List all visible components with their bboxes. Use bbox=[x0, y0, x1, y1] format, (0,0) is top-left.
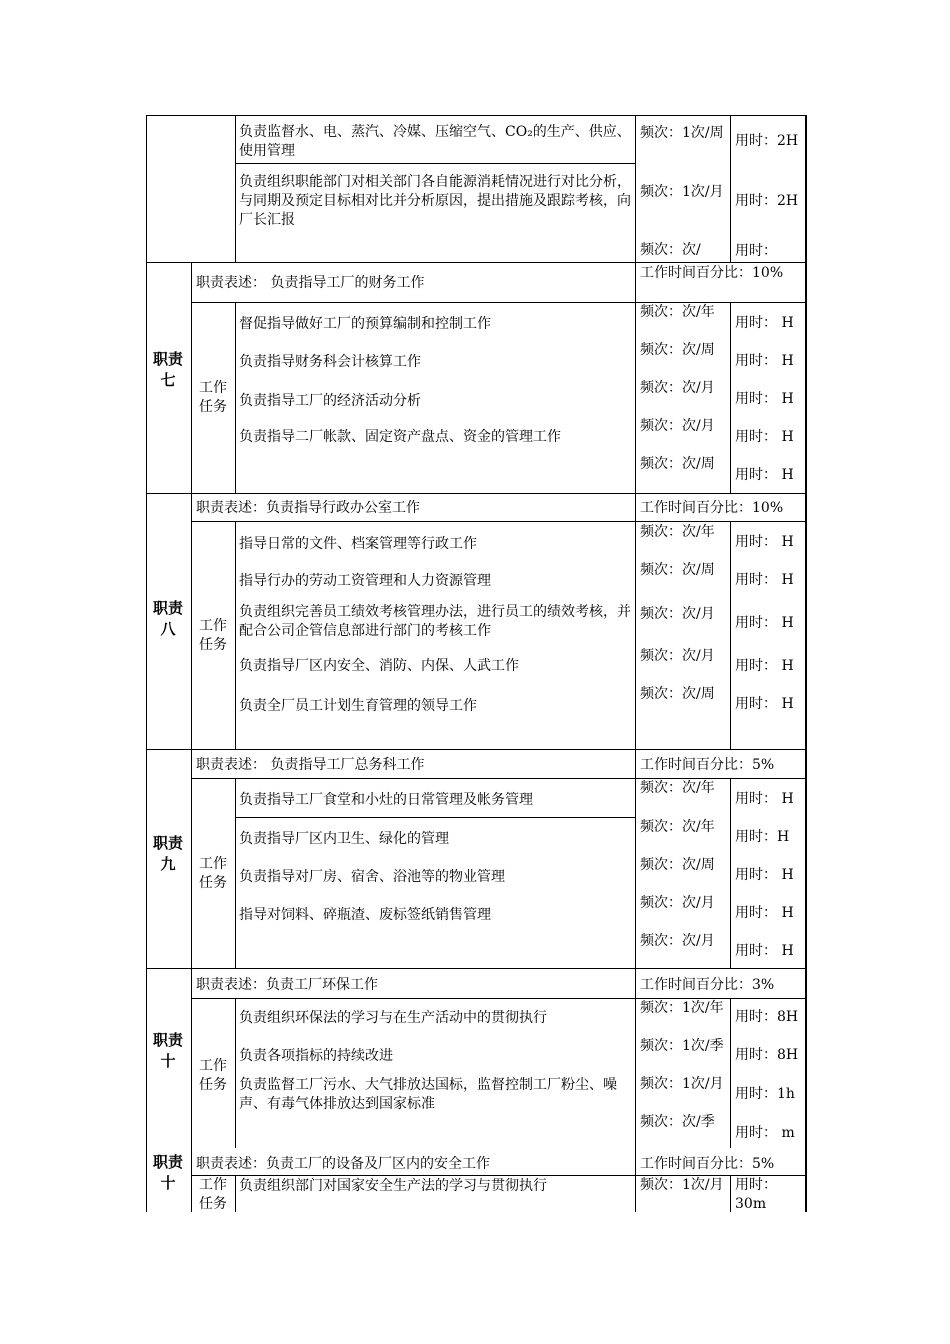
task-text: 负责组织完善员工绩效考核管理办法，进行员工的绩效考核，并配合公司企管信息部进行部门的考核工作 bbox=[239, 604, 631, 639]
duty-description: 职责表述：负责指导行政办公室工作 bbox=[196, 500, 420, 516]
task-duration: 用时：8H bbox=[735, 1047, 799, 1063]
task-duration: 用时： H bbox=[735, 791, 794, 807]
row-line bbox=[146, 493, 807, 494]
task-duration: 用时：2H bbox=[735, 133, 799, 149]
task-duration: 用时：30m bbox=[735, 1177, 777, 1212]
duty-label-line bbox=[191, 262, 192, 1212]
task-text: 负责指导工厂食堂和小灶的日常管理及帐务管理 bbox=[239, 792, 533, 808]
time-col-line bbox=[730, 998, 731, 1148]
task-text: 负责指导财务科会计核算工作 bbox=[239, 354, 421, 370]
task-text-left-line bbox=[235, 778, 236, 968]
task-duration: 用时： H bbox=[735, 867, 794, 883]
task-duration: 用时： H bbox=[735, 572, 794, 588]
work-time-percentage: 工作时间百分比：3% bbox=[640, 977, 775, 993]
task-text: 负责指导厂区内安全、消防、内保、人武工作 bbox=[239, 658, 519, 674]
task-frequency: 频次：次/月 bbox=[640, 380, 715, 396]
task-text: 负责监督水、电、蒸汽、冷媒、压缩空气、CO₂的生产、供应、使用管理 bbox=[239, 124, 631, 159]
task-text: 指导日常的文件、档案管理等行政工作 bbox=[239, 536, 477, 552]
task-frequency: 频次：次/月 bbox=[640, 418, 715, 434]
task-frequency: 频次：次/年 bbox=[640, 780, 715, 796]
table-right-border bbox=[805, 115, 807, 1212]
task-frequency: 频次：次/周 bbox=[640, 342, 715, 358]
task-text: 负责指导对厂房、宿舍、浴池等的物业管理 bbox=[239, 869, 505, 885]
work-tasks-label: 工作任务 bbox=[199, 380, 227, 415]
task-frequency: 频次：次/年 bbox=[640, 304, 715, 320]
task-frequency: 频次：1次/年 bbox=[640, 1000, 724, 1016]
task-text: 负责全厂员工计划生育管理的领导工作 bbox=[239, 698, 477, 714]
task-duration: 用时： H bbox=[735, 658, 794, 674]
task-text: 负责指导厂区内卫生、绿化的管理 bbox=[239, 831, 449, 847]
task-frequency: 频次：次/月 bbox=[640, 895, 715, 911]
work-tasks-label: 工作任务 bbox=[199, 1177, 227, 1212]
duty-nine-title: 职责九 bbox=[153, 834, 184, 873]
task-duration: 用时：8H bbox=[735, 1009, 799, 1025]
time-col-line bbox=[730, 778, 731, 968]
duty-seven-title: 职责七 bbox=[153, 350, 184, 389]
task-text: 指导行办的劳动工资管理和人力资源管理 bbox=[239, 573, 491, 589]
work-tasks-label: 工作任务 bbox=[199, 1058, 227, 1093]
task-frequency: 频次：次/周 bbox=[640, 562, 715, 578]
task-text: 负责监督工厂污水、大气排放达国标，监督控制工厂粉尘、噪声、有毒气体排放达到国家标准 bbox=[239, 1077, 617, 1112]
task-frequency: 频次：次/年 bbox=[640, 819, 715, 835]
row-line bbox=[146, 968, 807, 969]
task-text-left-line bbox=[235, 1175, 236, 1212]
time-col-line bbox=[730, 115, 731, 262]
time-col-line bbox=[730, 302, 731, 493]
task-duration: 用时： H bbox=[735, 315, 794, 331]
task-frequency: 频次：次/月 bbox=[640, 648, 715, 664]
task-duration: 用时： H bbox=[735, 353, 794, 369]
task-text: 负责组织部门对国家安全生产法的学习与贯彻执行 bbox=[239, 1178, 547, 1194]
task-duration: 用时： H bbox=[735, 905, 794, 921]
task-text-left-line bbox=[235, 302, 236, 493]
task-text: 指导对饲料、碎瓶渣、废标签纸销售管理 bbox=[239, 907, 491, 923]
task-text-left-line bbox=[235, 521, 236, 749]
task-duration: 用时： H bbox=[735, 467, 794, 483]
task-frequency: 频次：1次/月 bbox=[640, 1076, 724, 1092]
row-line bbox=[191, 521, 807, 522]
freq-col-line bbox=[635, 115, 636, 1212]
work-time-percentage: 工作时间百分比：5% bbox=[640, 757, 775, 773]
task-duration: 用时： H bbox=[735, 391, 794, 407]
task-text: 负责指导工厂的经济活动分析 bbox=[239, 393, 421, 409]
task-text: 负责各项指标的持续改进 bbox=[239, 1048, 393, 1064]
task-text: 负责指导二厂帐款、固定资产盘点、资金的管理工作 bbox=[239, 429, 561, 445]
task-text: 督促指导做好工厂的预算编制和控制工作 bbox=[239, 316, 491, 332]
work-tasks-label: 工作任务 bbox=[199, 618, 227, 653]
task-frequency: 频次：次/季 bbox=[640, 1114, 715, 1130]
task-text: 负责组织职能部门对相关部门各自能源消耗情况进行对比分析，与同期及预定目标相对比并分析原因，提出措施及跟踪考核，向厂长汇报 bbox=[239, 174, 631, 228]
task-duration: 用时： H bbox=[735, 696, 794, 712]
row-line bbox=[146, 115, 807, 116]
duty-ten-title: 职责十 bbox=[153, 1031, 184, 1070]
row-line bbox=[146, 262, 807, 263]
task-text: 负责组织环保法的学习与在生产活动中的贯彻执行 bbox=[239, 1010, 547, 1026]
duty-eleven-title: 职责十 bbox=[153, 1153, 184, 1192]
task-frequency: 频次：次/ bbox=[640, 242, 701, 258]
duty-description: 职责表述：负责工厂的设备及厂区内的安全工作 bbox=[196, 1156, 490, 1172]
task-text-left-line bbox=[235, 115, 236, 262]
task-frequency: 频次：次/周 bbox=[640, 456, 715, 472]
task-frequency: 频次：1次/月 bbox=[640, 1177, 724, 1193]
task-frequency: 频次：次/年 bbox=[640, 524, 715, 540]
duty-description: 职责表述： 负责指导工厂的财务工作 bbox=[196, 275, 425, 291]
duty-description: 职责表述： 负责指导工厂总务科工作 bbox=[196, 757, 425, 773]
task-text-left-line bbox=[235, 998, 236, 1148]
table-left-border bbox=[146, 115, 147, 1212]
task-duration: 用时：1h bbox=[735, 1086, 795, 1102]
task-duration: 用时：H bbox=[735, 829, 790, 845]
task-frequency: 频次：1次/周 bbox=[640, 125, 724, 141]
task-duration: 用时：2H bbox=[735, 193, 799, 209]
task-duration: 用时： bbox=[735, 243, 777, 259]
row-line bbox=[146, 749, 807, 750]
task-duration: 用时： H bbox=[735, 943, 794, 959]
time-col-line bbox=[730, 1175, 731, 1212]
task-duration: 用时： H bbox=[735, 615, 794, 631]
time-col-line bbox=[730, 521, 731, 749]
task-frequency: 频次：次/月 bbox=[640, 933, 715, 949]
task-duration: 用时： H bbox=[735, 534, 794, 550]
task-frequency: 频次：次/月 bbox=[640, 606, 715, 622]
work-tasks-label: 工作任务 bbox=[199, 856, 227, 891]
work-time-percentage: 工作时间百分比：10% bbox=[640, 265, 784, 281]
task-frequency: 频次：次/周 bbox=[640, 686, 715, 702]
task-duration: 用时： H bbox=[735, 429, 794, 445]
work-time-percentage: 工作时间百分比：10% bbox=[640, 500, 784, 516]
task-frequency: 频次：次/周 bbox=[640, 857, 715, 873]
row-line bbox=[235, 817, 635, 818]
task-frequency: 频次：1次/月 bbox=[640, 184, 724, 200]
duty-description: 职责表述：负责工厂环保工作 bbox=[196, 977, 378, 993]
task-frequency: 频次：1次/季 bbox=[640, 1038, 724, 1054]
row-line bbox=[235, 163, 635, 164]
task-duration: 用时： m bbox=[735, 1125, 795, 1141]
work-time-percentage: 工作时间百分比：5% bbox=[640, 1156, 775, 1172]
duty-eight-title: 职责八 bbox=[153, 599, 184, 638]
